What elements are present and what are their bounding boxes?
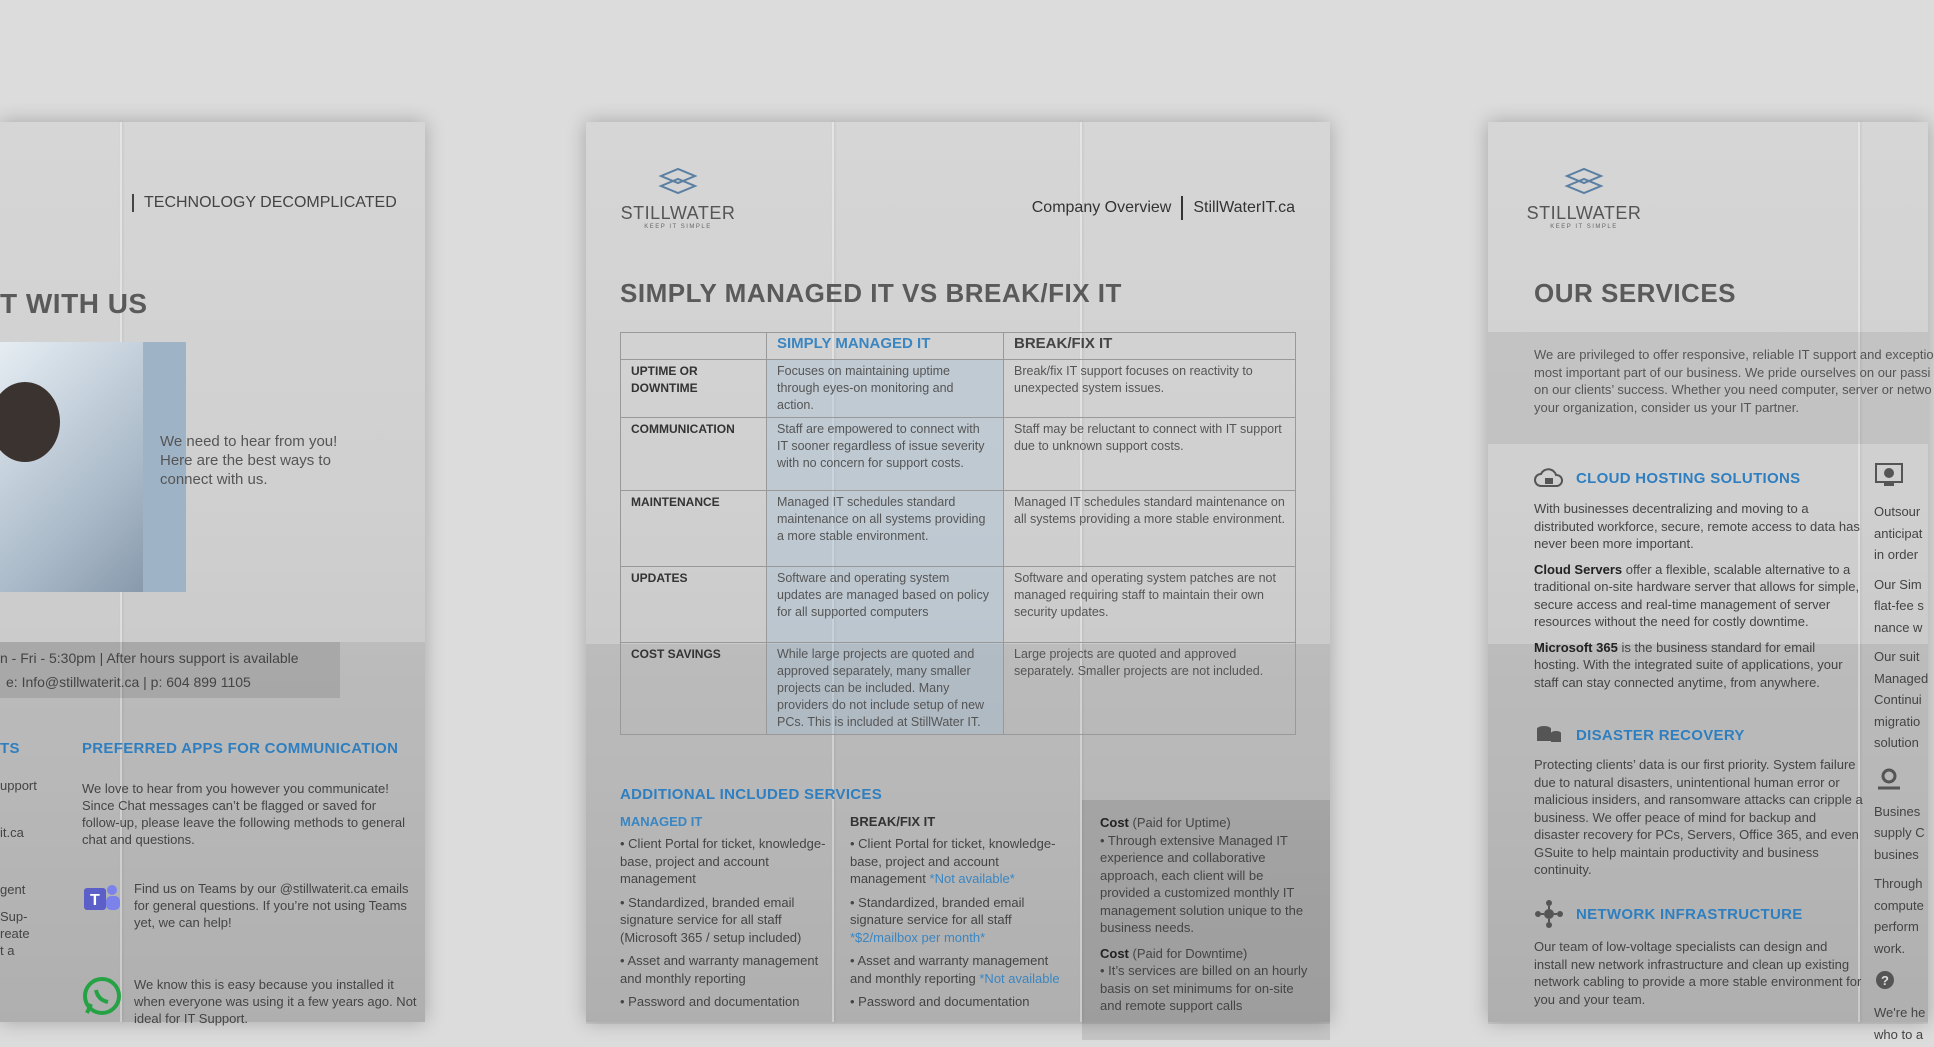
list-item (850, 993, 1060, 1011)
contact-photo (0, 342, 186, 592)
list-item: • Standardized, branded email signature service for all staff (Microsoft 365 / setup included) (620, 894, 802, 945)
breakfix-cell: Break/fix IT support focuses on reactivity to unexpected system issues. (1004, 360, 1296, 418)
logo-tagline: KEEP IT SIMPLE (644, 224, 712, 230)
row-label: UPTIME OR DOWNTIME (621, 360, 767, 418)
table-row (621, 360, 1296, 418)
fragment: Continui (1874, 692, 1922, 707)
text: is the business standard for email hosting. With the integrated suite of applications, your staff can stay connected anytime, from anywhere. (1534, 639, 1843, 690)
text: offer a flexible, scalable alternative to a traditional on-site hardware server that allows for simple, secure access and real-time management of server resources without the need for costly downtime. (1534, 561, 1860, 629)
breakfix-cell: Large projects are quoted and approved separately. Smaller projects are not included. (1004, 643, 1296, 735)
table-row (621, 418, 1296, 491)
cloud-icon (1534, 466, 1564, 490)
managed-label: MANAGED IT (620, 814, 703, 829)
fragment: TS (0, 740, 20, 757)
cost-uptime (1082, 814, 1330, 937)
stillwater-logo (618, 166, 738, 230)
header-divider (1181, 196, 1183, 220)
fragment: who to a (1874, 1026, 1924, 1042)
stillwater-logo (1524, 166, 1644, 230)
fragment: Sup- (0, 909, 28, 924)
logo-mark-icon (1559, 166, 1609, 198)
hours-line: n - Fri - 5:30pm | After hours support is available (0, 650, 299, 666)
services-intro: We are privileged to offer responsive, reliable IT support and exceptio most important part of our business. We pride ourselves on our passi on our clients’ success. Whether you need computer, server or netwo your organization, consider us your IT partner. (1534, 347, 1934, 415)
item-text: • Asset and warranty management and monthly reporting (850, 953, 1049, 986)
fragment: compute (1874, 897, 1924, 913)
left-fragments (0, 740, 60, 959)
fragment: perform (1874, 919, 1919, 934)
section-text (1534, 561, 1864, 631)
additional-services-heading: ADDITIONAL INCLUDED SERVICES (620, 786, 883, 803)
list-item (850, 835, 1060, 888)
database-icon (1534, 724, 1564, 746)
fragment: migratio (1874, 713, 1921, 729)
fragment: anticipat (1874, 525, 1923, 541)
item-text: • Client Portal for ticket, knowledge-base, project and account management (850, 836, 1056, 886)
svg-text:T: T (90, 892, 100, 909)
breakfix-cell: Managed IT schedules standard maintenance on all systems providing a more stable environment. (1004, 491, 1296, 567)
item-text: • Standardized, branded email signature service for all staff (850, 894, 1025, 927)
section-header (1534, 900, 1864, 928)
fragment: Outsour (1874, 504, 1921, 519)
fragment: Managed (1874, 670, 1929, 686)
breakfix-cell: Staff may be reluctant to connect with IT support due to unknown support costs. (1004, 418, 1296, 491)
fragment: gent (0, 882, 26, 897)
fragment: solution (1874, 735, 1919, 750)
managed-cell: Managed IT schedules standard maintenance on all systems providing a more stable environment. (767, 491, 1004, 567)
left-brochure-page (0, 122, 425, 1026)
fragment: upport (0, 778, 37, 793)
network-infrastructure-section (1534, 900, 1864, 1016)
managed-cell: Staff are empowered to connect with IT sooner regardless of issue severity with no concern for support costs. (767, 418, 1004, 491)
section-heading: NETWORK INFRASTRUCTURE (1576, 905, 1803, 923)
cut-off-column (1874, 462, 1934, 1047)
cost-panel (1082, 800, 1330, 1040)
contact-band (0, 642, 340, 698)
person-image (0, 382, 60, 462)
section-heading: CLOUD HOSTING SOLUTIONS (1576, 469, 1801, 487)
whatsapp-text: We know this is easy because you installed it when everyone was using it a few years ago. Not ideal for IT Support. (134, 977, 417, 1026)
fragment: flat-fee s (1874, 598, 1924, 613)
section-header (1534, 724, 1864, 746)
highlight: Microsoft 365 (1534, 639, 1618, 655)
item-note: *$2/mailbox per month* (850, 929, 986, 945)
item-note: *Not available (979, 970, 1060, 986)
page-title: OUR SERVICES (1534, 278, 1737, 308)
section-text: Protecting clients’ data is our first priority. System failure due to natural disasters, unintentional human error or malicious insiders, and ransomware attacks can cripple a business. We offer peace of mind for backup and disaster recovery for PCs, Servers, Office 365, and even GSuite to help maintain productivity and business continuity. (1534, 757, 1863, 877)
cost-title: Cost (1100, 815, 1129, 830)
breakfix-label: BREAK/FIX IT (850, 814, 936, 829)
svg-text:?: ? (1881, 973, 1889, 988)
row-label: MAINTENANCE (621, 491, 767, 567)
page-header (1032, 196, 1295, 220)
cost-title: Cost (1100, 945, 1129, 961)
managed-cell: Focuses on maintaining uptime through eyes-on monitoring and action. (767, 360, 1004, 418)
cost-subtitle: (Paid for Uptime) (1132, 815, 1231, 830)
monitor-icon (1874, 462, 1904, 488)
page-heading: T WITH US (0, 288, 148, 319)
fragment: work. (1874, 940, 1906, 956)
settings-hand-icon (1874, 766, 1904, 792)
item-note: *Not available* (929, 871, 1015, 886)
fragment: busines (1874, 846, 1919, 862)
fragment: Through (1874, 876, 1923, 891)
table-row (621, 491, 1296, 567)
apps-intro: We love to hear from you however you communicate! Since Chat messages can’t be flagged or saved for follow-up, please leave the following methods to general chat and questions. (82, 781, 406, 847)
row-label: COST SAVINGS (621, 643, 767, 735)
logo-word: STILLWATER (620, 203, 736, 223)
managed-cell: Software and operating system updates are managed based on policy for all supported computers (767, 567, 1004, 643)
fragment: it.ca (0, 825, 24, 840)
column-header-empty (621, 333, 767, 360)
list-item: • Password and documentation (620, 994, 800, 1009)
fragment: Our Sim (1874, 576, 1922, 592)
disaster-recovery-section (1534, 724, 1864, 887)
intro-band (1488, 332, 1934, 444)
header-website: StillWaterIT.ca (1193, 199, 1295, 216)
breakfix-services-column (850, 814, 1060, 1017)
apps-heading: PREFERRED APPS FOR COMMUNICATION (82, 740, 399, 757)
managed-services-column (620, 814, 830, 1017)
teams-icon (82, 880, 122, 916)
help-chat-icon (1874, 969, 1904, 993)
fragment: t a (0, 943, 15, 958)
tagline: TECHNOLOGY DECOMPLICATED (132, 194, 397, 212)
whatsapp-icon (82, 976, 122, 1016)
fragment: in order (1874, 547, 1919, 562)
cost-text: • Through extensive Managed IT experience and collaborative approach, each client will be provided a customized monthly IT management solution unique to the business needs. (1100, 832, 1304, 935)
column-header-breakfix: BREAK/FIX IT (1004, 333, 1296, 360)
comparison-table (620, 332, 1296, 735)
right-brochure-page (1488, 122, 1934, 1042)
fragment: Busines (1874, 803, 1921, 819)
fragment: reate (0, 926, 30, 941)
item-text: • Password and documentation (850, 994, 1030, 1009)
cost-text: • It’s services are billed on an hourly basis on set minimums for on-site and remote support calls (1100, 963, 1308, 1013)
teams-text: Find us on Teams by our @stillwaterit.ca emails for general questions. If you’re not using Teams yet, we can help! (134, 881, 409, 930)
logo-word: STILLWATER (1526, 203, 1642, 223)
network-icon (1534, 900, 1564, 928)
section-heading: DISASTER RECOVERY (1576, 726, 1745, 744)
contact-line: e: Info@stillwaterit.ca | p: 604 899 1105 (6, 674, 251, 690)
cloud-hosting-section (1534, 466, 1864, 699)
breakfix-cell: Software and operating system patches are not managed requiring staff to maintain their own security updates. (1004, 567, 1296, 643)
list-item (850, 894, 1060, 947)
fragment: supply C (1874, 825, 1925, 840)
fragment: Our suit (1874, 649, 1920, 664)
contact-intro: We need to hear from you! Here are the best ways to connect with us. (160, 433, 338, 488)
cost-subtitle: (Paid for Downtime) (1132, 945, 1248, 961)
logo-tagline: KEEP IT SIMPLE (1550, 224, 1618, 230)
logo-mark-icon (653, 166, 703, 198)
table-header-row (621, 333, 1296, 360)
table-row (621, 643, 1296, 735)
column-header-managed: SIMPLY MANAGED IT (767, 333, 1004, 360)
list-item: • Client Portal for ticket, knowledge-base, project and account management (620, 836, 826, 886)
fragment: We're he (1874, 1005, 1926, 1020)
highlight: Cloud Servers (1534, 561, 1623, 577)
row-label: UPDATES (621, 567, 767, 643)
page-title: SIMPLY MANAGED IT VS BREAK/FIX IT (620, 278, 1122, 308)
list-item (850, 952, 1060, 987)
managed-cell: While large projects are quoted and approved separately, many smaller projects can be included. Many providers do not include setup of new PCs. This is included at StillWater IT. (767, 643, 1004, 735)
section-text: Our team of low-voltage specialists can design and install new network infrastructure and clean up existing network cabling to provide a more stable environment for you and your team. (1534, 939, 1862, 1007)
fragment: nance w (1874, 619, 1923, 635)
header-section: Company Overview (1031, 199, 1172, 216)
section-text: With businesses decentralizing and moving to a distributed workforce, secure, remote access to data has never been more important. (1534, 501, 1860, 551)
section-header (1534, 466, 1864, 490)
row-label: COMMUNICATION (621, 418, 767, 491)
table-row (621, 567, 1296, 643)
list-item: • Asset and warranty management and monthly reporting (620, 953, 819, 986)
section-text (1534, 639, 1864, 692)
cost-downtime (1082, 945, 1330, 1015)
center-brochure-page (586, 122, 1330, 1022)
